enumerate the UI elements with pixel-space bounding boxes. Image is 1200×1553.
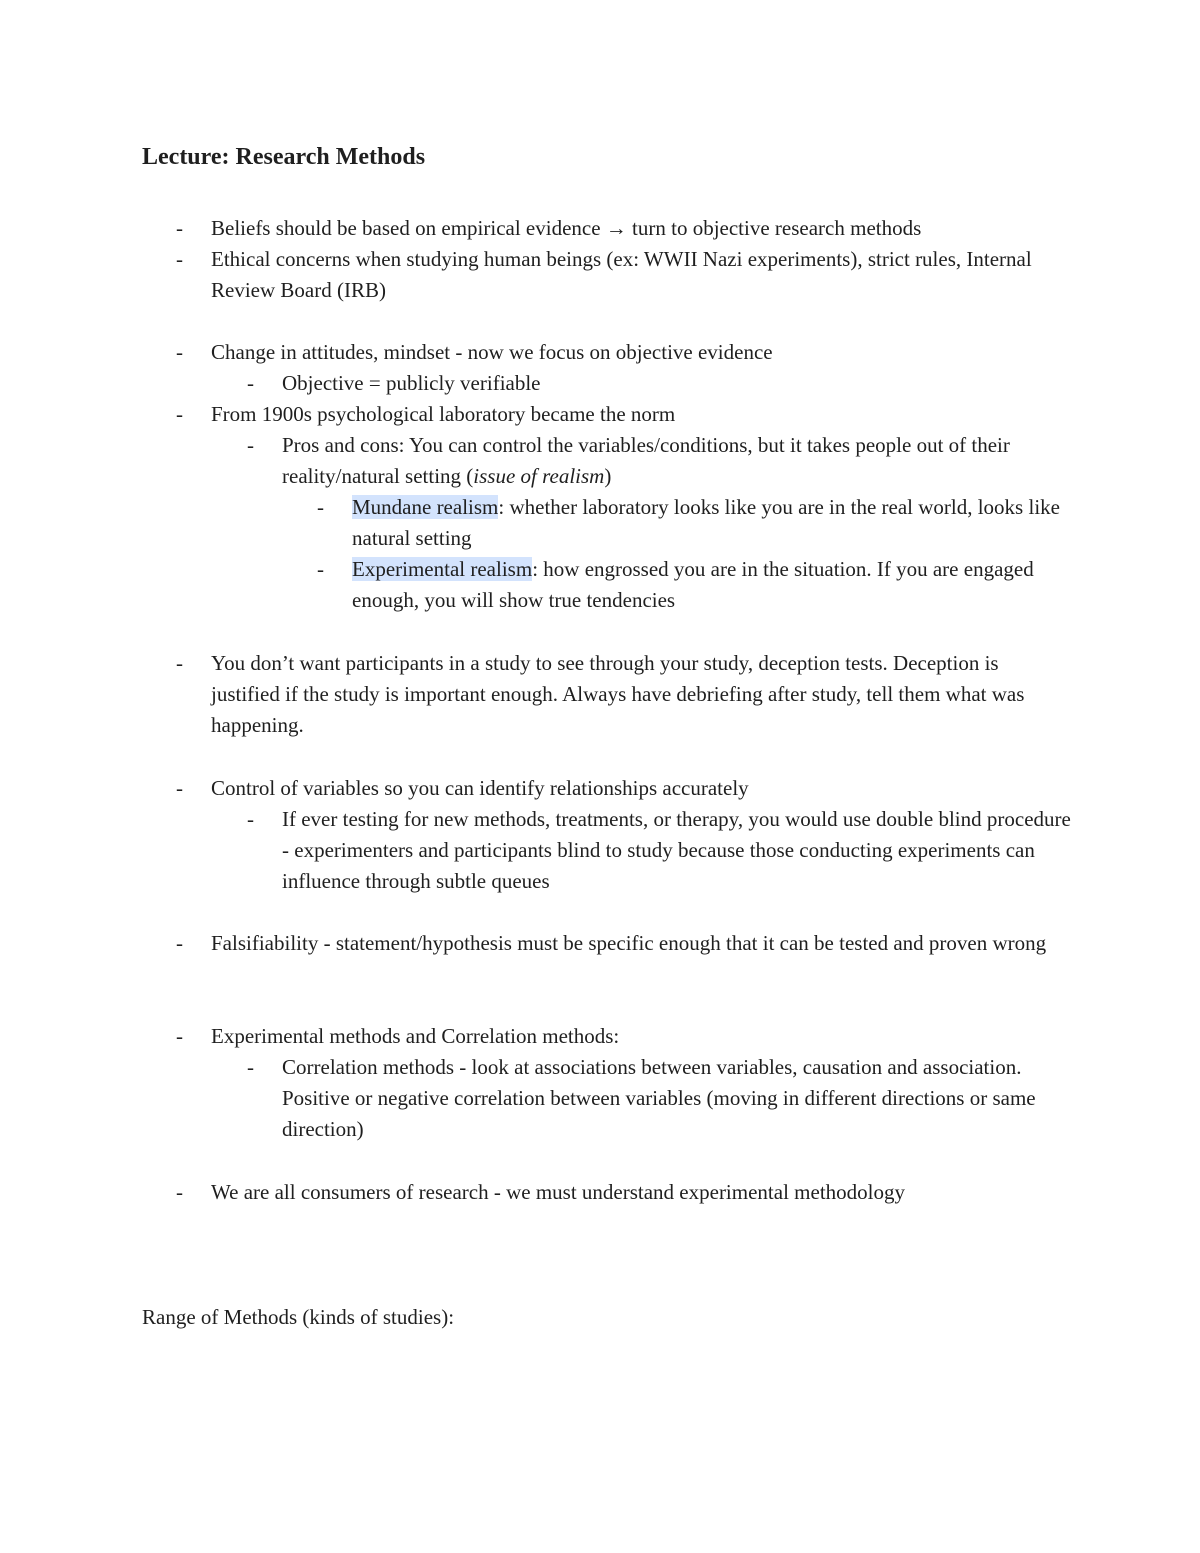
bullet-dash: - [247, 1055, 254, 1079]
sub-bullet-pros-and-cons [247, 430, 1072, 492]
bullet-text: Beliefs should be based on empirical evidence → turn to objective research methods [211, 216, 922, 240]
bullet-dash: - [176, 931, 183, 955]
text-run: : whether laboratory looks like you are in the real world, looks like natural setting [352, 495, 1060, 550]
bullet-text: If ever testing for new methods, treatments, or therapy, you would use double blind procedure - experimenters and participants blind to study because those conducting experiments can influence through subtle queues [282, 807, 1071, 893]
emphasis-text: issue of realism [473, 464, 605, 488]
bullet-change-in-attitudes [176, 337, 1071, 368]
bullet-text: From 1900s psychological laboratory became the norm [211, 402, 676, 426]
bullet-dash: - [176, 247, 183, 271]
bullet-text [282, 430, 1072, 492]
bullet-text: Change in attitudes, mindset - now we focus on objective evidence [211, 340, 773, 364]
text-run: ) [604, 464, 612, 488]
text-run: Pros and cons: You can control the variables/conditions, but it takes people out of their reality/natural setting ( [282, 433, 1010, 488]
bullet-text: Control of variables so you can identify relationships accurately [211, 776, 749, 800]
page-title: Lecture: Research Methods [142, 144, 426, 170]
bullet-empirical-evidence [176, 213, 1071, 244]
bullet-text: You don’t want participants in a study to see through your study, deception tests. Deception is justified if the study is important enough. Always have debriefing after study, tell them what was happening. [211, 651, 1025, 737]
sub-bullet-correlation-methods [247, 1052, 1072, 1145]
bullet-falsifiability [176, 928, 1071, 959]
bullet-methods [176, 1021, 1071, 1052]
bullet-laboratory-norm [176, 399, 1071, 430]
bullet-control-of-variables [176, 773, 1071, 804]
bullet-dash: - [176, 1180, 183, 1204]
highlighted-term: Mundane realism [352, 495, 499, 519]
sub-bullet-objective [247, 368, 1072, 399]
bullet-dash: - [317, 495, 324, 519]
bullet-text: Experimental methods and Correlation methods: [211, 1024, 620, 1048]
text-run: : how engrossed you are in the situation. If you are engaged enough, you will show true tendencies [352, 557, 1034, 612]
bullet-dash: - [247, 433, 254, 457]
bullet-dash: - [176, 1024, 183, 1048]
range-of-methods-heading: Range of Methods (kinds of studies): [142, 1305, 455, 1329]
sub-bullet-double-blind [247, 804, 1072, 897]
bullet-dash: - [176, 651, 183, 675]
highlighted-term: Experimental realism [352, 557, 533, 581]
bullet-text: We are all consumers of research - we must understand experimental methodology [211, 1180, 905, 1204]
bullet-text: Falsifiability - statement/hypothesis must be specific enough that it can be tested and proven wrong [211, 931, 1047, 955]
sub-sub-bullet-experimental-realism [317, 554, 1072, 616]
bullet-deception [176, 648, 1071, 741]
bullet-dash: - [176, 402, 183, 426]
sub-sub-bullet-mundane-realism [317, 492, 1072, 554]
bullet-dash: - [176, 216, 183, 240]
bullet-dash: - [176, 776, 183, 800]
bullet-ethical-concerns [176, 244, 1071, 306]
bullet-text: Objective = publicly verifiable [282, 371, 541, 395]
bullet-dash: - [247, 807, 254, 831]
bullet-text: Correlation methods - look at associations between variables, causation and association. Positive or negative correlation between variables (moving in different directions or same direction) [282, 1055, 1036, 1141]
bullet-dash: - [247, 371, 254, 395]
bullet-text [352, 492, 1072, 554]
bullet-text [352, 554, 1072, 616]
bullet-consumers-of-research [176, 1177, 1071, 1208]
bullet-dash: - [176, 340, 183, 364]
bullet-text: Ethical concerns when studying human beings (ex: WWII Nazi experiments), strict rules, Internal Review Board (IRB) [211, 247, 1032, 302]
bullet-dash: - [317, 557, 324, 581]
